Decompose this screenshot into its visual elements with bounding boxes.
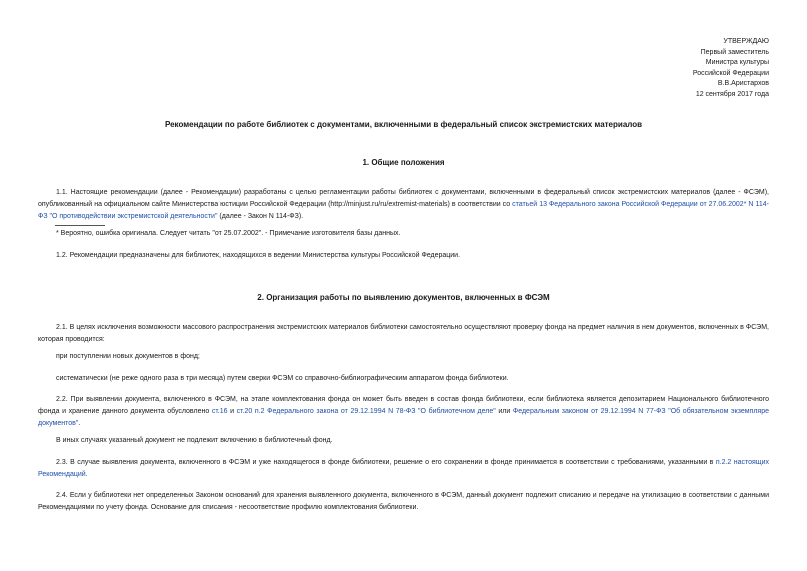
law-77-link[interactable]: Федеральным законом от 29.12.1994 N 77-ФЗ "Об обязательном экземпляре документов" [38,408,769,427]
paragraph-1-1 [38,187,769,223]
paragraph-text: . [78,420,81,427]
footnote-divider [55,225,105,226]
paragraph-1-2: 1.2. Рекомендации предназначены для библиотек, находящихся в ведении Министерства культуры Российской Федерации. [56,252,461,259]
paragraph-2-3 [38,457,769,481]
paragraph-text: 2.2. При выявлении документа, включенного в ФСЭМ, на этапе комплектования фонда он может быть введен в состав фонда библиотеки, если библиотека является депозитарием Национального библиотечного фонда и хранение данного документа обусловлено [38,396,769,415]
paragraph-2-1-item-a: при поступлении новых документов в фонд; [56,353,200,360]
approver-position-1: Первый заместитель [700,48,769,56]
footnote: * Вероятно, ошибка оригинала. Следует читать "от 25.07.2002". - Примечание изготовителя базы данных. [56,230,401,237]
paragraph-text: . [85,471,88,478]
law-114-link[interactable]: статьей 13 Федерального закона Российской Федерации от 27.06.2002* N 114-ФЗ "О противодействии экстремистской деятельности" [38,201,769,220]
section-2-heading: 2. Организация работы по выявлению документов, включенных в ФСЭМ [257,293,550,302]
paragraph-2-1-item-b: систематически (не реже одного раза в три месяца) путем сверки ФСЭМ со справочно-библиографическим аппаратом фонда библиотеки. [56,375,509,382]
section-1-heading: 1. Общие положения [362,158,445,167]
approver-name: В.В.Аристархов [717,80,769,87]
approver-position-3: Российской Федерации [692,69,769,77]
paragraph-text: (далее - Закон N 114-ФЗ). [217,213,304,220]
paragraph-2-2 [38,394,769,430]
paragraph-2-2-note: В иных случаях указанный документ не подлежит включению в библиотечный фонд. [56,437,333,444]
paragraph-2-1: 2.1. В целях исключения возможности массового распространения экстремистских материалов библиотеки самостоятельно осуществляют проверку фонда на предмет наличия в нем документов, включенных в ФСЭМ, которая проводится: [38,324,769,343]
paragraph-2-4: 2.4. Если у библиотеки нет определенных Законом оснований для хранения выявленного документа, включенного в ФСЭМ, данный документ подлежит списанию и передаче на утилизацию в соответствии с данными Рекомендациями по учету фонда. Основание для списания - несоответствие профилю комплектования библиотеки. [38,492,769,511]
clause-2-2-link[interactable]: п.2.2 настоящих Рекомендаций [38,459,769,478]
law-78-link[interactable]: ст.20 п.2 Федерального закона от 29.12.1994 N 78-ФЗ "О библиотечном деле" [236,408,496,415]
approval-stamp: УТВЕРЖДАЮ [723,38,769,45]
paragraph-text: и [227,408,237,415]
paragraph-text: 2.3. В случае выявления документа, включенного в ФСЭМ и уже находящегося в фонде библиотеки, решение о его сохранении в фонде принимается в соответствии с требованиями, указанными в [56,459,716,466]
approval-date: 12 сентября 2017 года [695,90,769,98]
approver-position-2: Министра культуры [705,59,769,66]
paragraph-text: 1.1. Настоящие рекомендации (далее - Рекомендации) разработаны с целью регламентации работы библиотек с документами, включенными в федеральный список экстремистских материалов (далее - ФСЭМ), опубликованный на официальном сайте Министерства юстиции Российской Федерации (http://minjust.ru/ru/extremist-materials) в соответствии со [38,189,769,208]
article-16-link[interactable]: ст.16 [211,408,228,415]
approval-block [693,37,769,100]
document-title: Рекомендации по работе библиотек с документами, включенными в федеральный список экстремистских материалов [164,120,643,129]
paragraph-text: или [495,408,513,415]
